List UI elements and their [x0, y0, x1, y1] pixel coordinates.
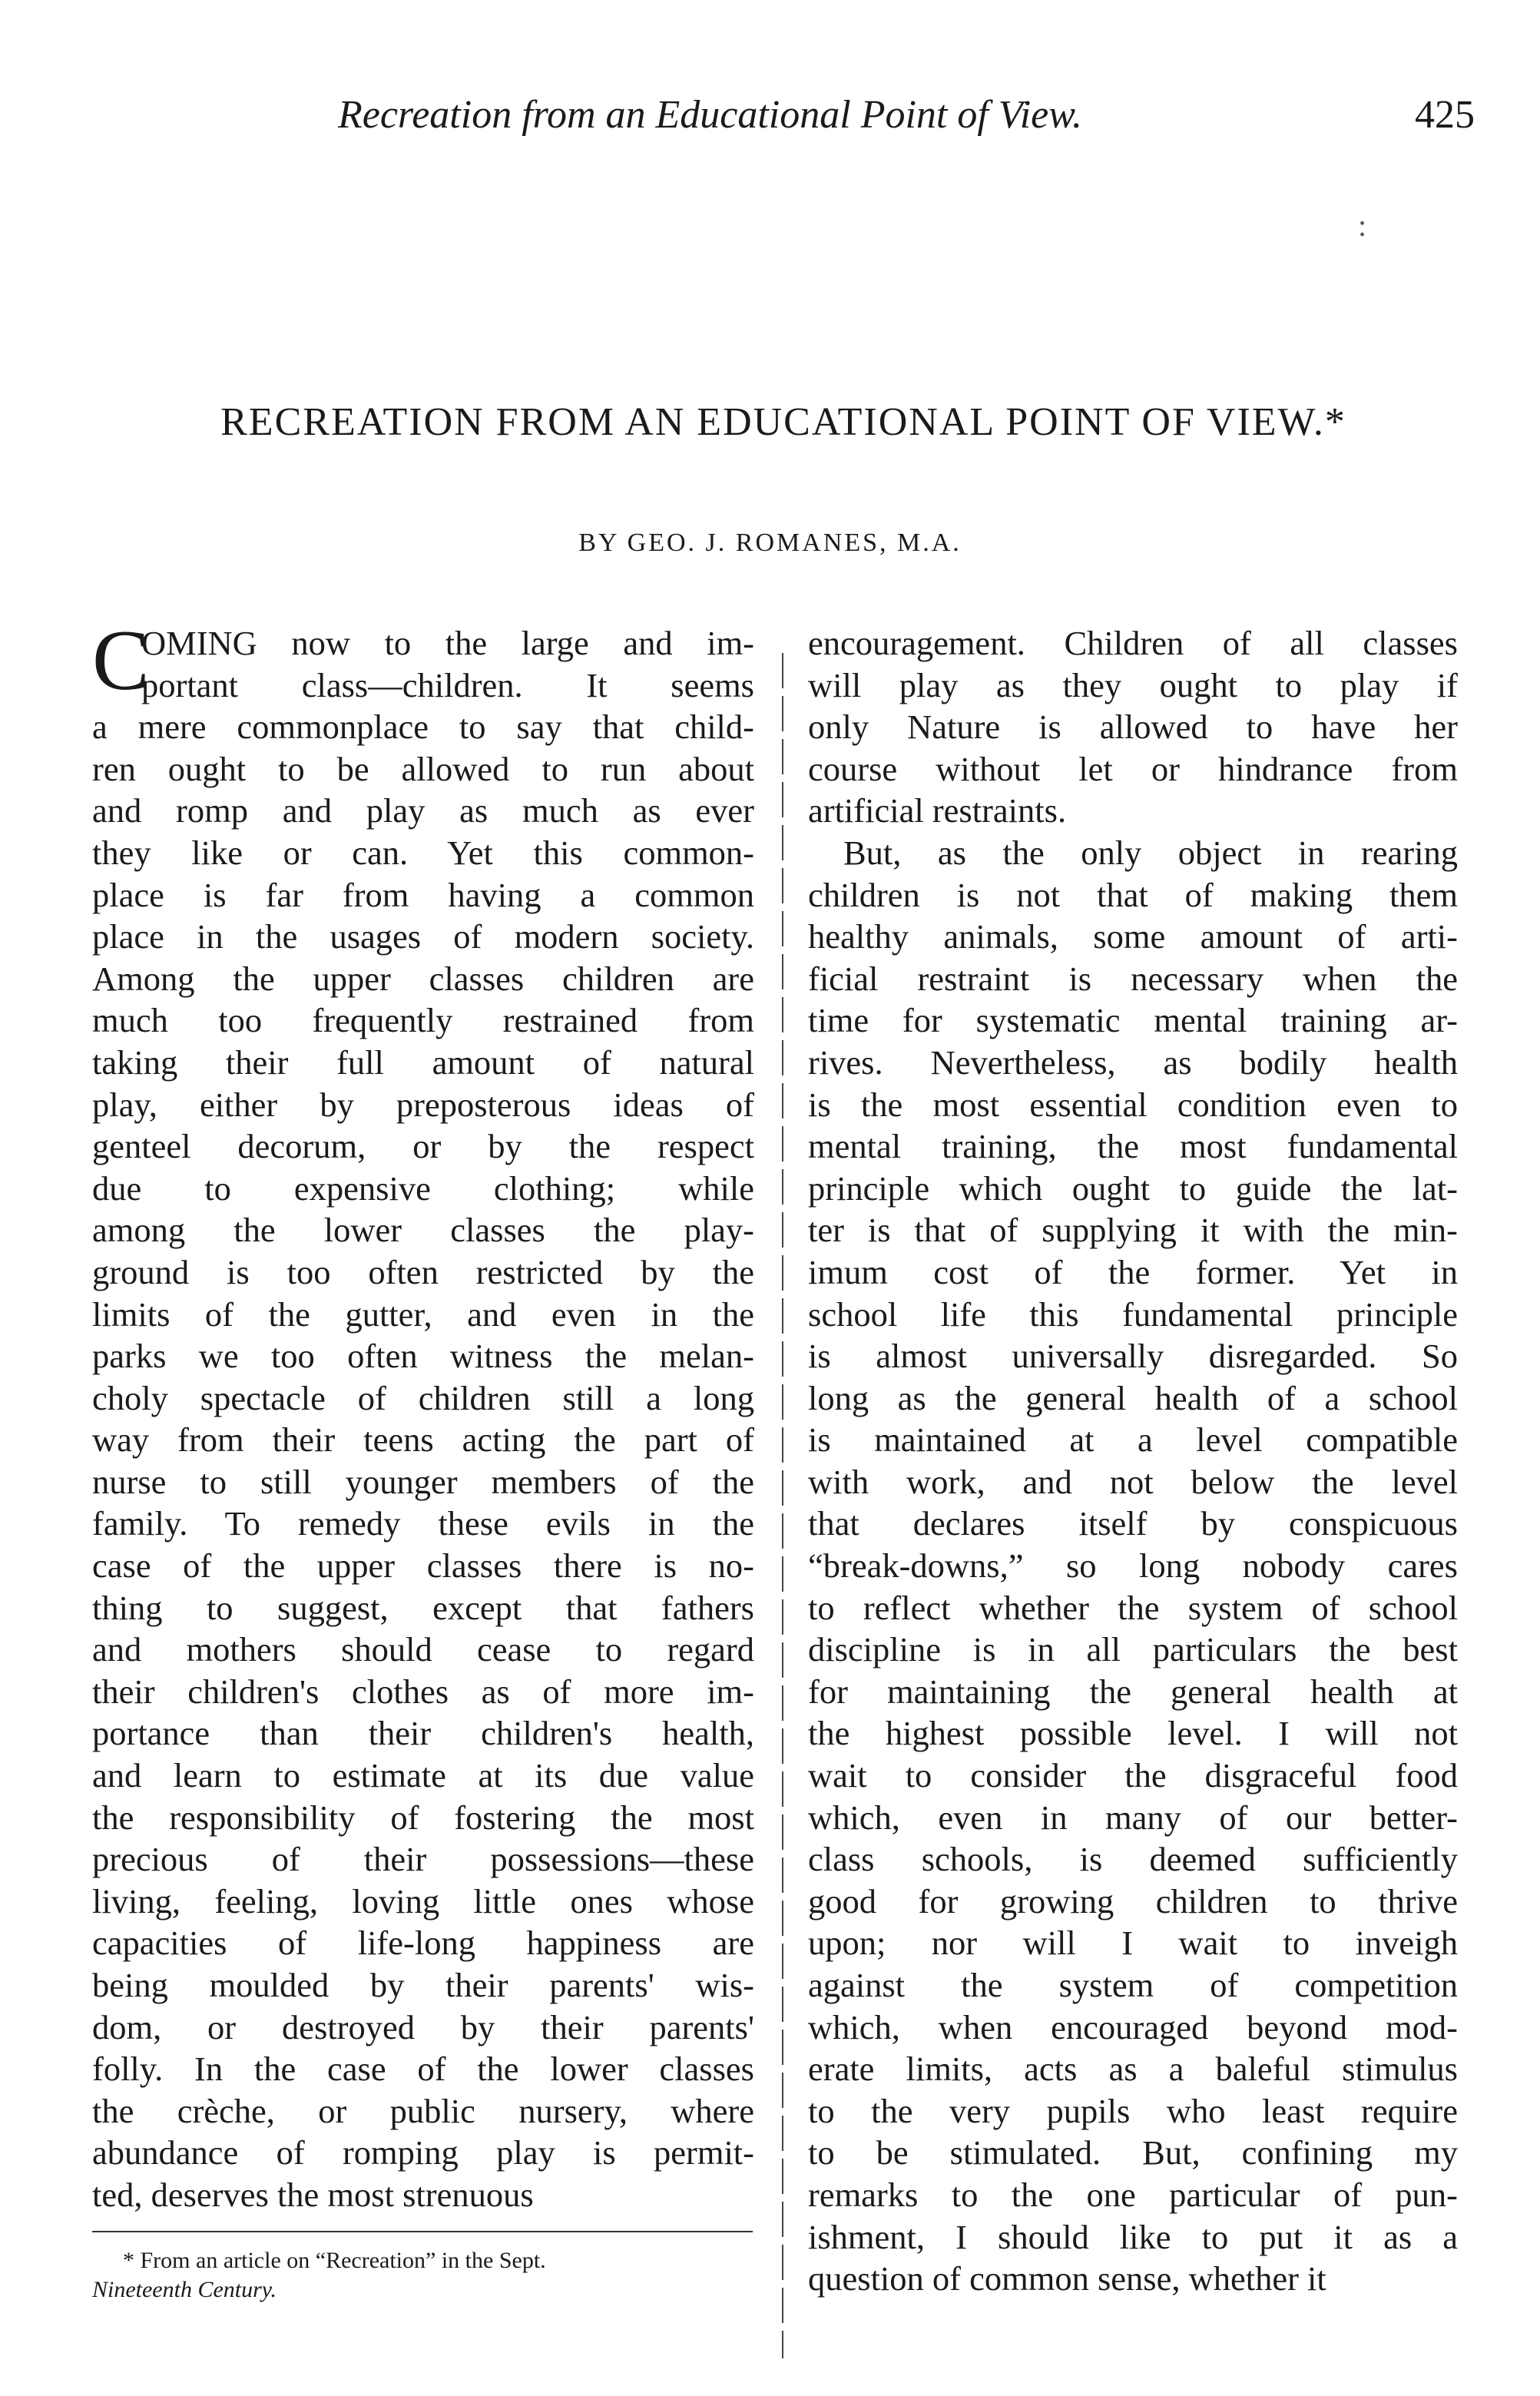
- footnote-line: * From an article on “Recreation” in the Sept.: [123, 2248, 546, 2273]
- text-line: healthy animals, some amount of arti-: [808, 917, 1458, 956]
- text-line: against the system of competition: [808, 1966, 1458, 2004]
- text-line: place is far from having a common: [92, 875, 754, 914]
- text-line: abundance of romping play is permit-: [92, 2133, 754, 2172]
- text-line: the highest possible level. I will not: [808, 1714, 1458, 1753]
- footnote: [92, 2246, 753, 2305]
- text-line: capacities of life-long happiness are: [92, 1924, 754, 1963]
- text-line: good for growing children to thrive: [808, 1881, 1458, 1920]
- text-line: discipline is in all particulars the best: [808, 1630, 1458, 1669]
- text-line: ground is too often restricted by the: [92, 1252, 754, 1291]
- text-line: to reflect whether the system of school: [808, 1588, 1458, 1627]
- text-line: with work, and not below the level: [808, 1462, 1458, 1501]
- text-line: long as the general health of a school: [808, 1378, 1458, 1417]
- text-line: much too frequently restrained from: [92, 1001, 754, 1040]
- text-line: to be stimulated. But, confining my: [808, 2133, 1458, 2172]
- article-title: RECREATION FROM AN EDUCATIONAL POINT OF VIEW.*: [220, 400, 1346, 444]
- text-line: question of common sense, whether it: [808, 2259, 1326, 2298]
- text-line: a mere commonplace to say that child-: [92, 708, 754, 747]
- text-line: course without let or hindrance from: [808, 749, 1458, 788]
- text-line: precious of their possessions—these: [92, 1840, 754, 1879]
- text-line: and mothers should cease to regard: [92, 1630, 754, 1669]
- text-line: family. To remedy these evils in the: [92, 1504, 754, 1543]
- text-line: upon; nor will I wait to inveigh: [808, 1924, 1458, 1963]
- text-line: remarks to the one particular of pun-: [808, 2175, 1458, 2214]
- text-line: which, when encouraged beyond mod-: [808, 2007, 1458, 2046]
- text-line: way from their teens acting the part of: [92, 1420, 754, 1460]
- text-line: they like or can. Yet this common-: [92, 833, 754, 872]
- text-line: portance than their children's health,: [92, 1714, 754, 1753]
- text-line: and romp and play as much as ever: [92, 791, 754, 830]
- text-line: mental training, the most fundamental: [808, 1127, 1458, 1166]
- text-line: school life this fundamental principle: [808, 1294, 1458, 1334]
- text-line: among the lower classes the play-: [92, 1211, 754, 1250]
- running-head: [338, 92, 1475, 161]
- text-line: genteel decorum, or by the respect: [92, 1127, 754, 1166]
- text-line: ted, deserves the most strenuous: [92, 2175, 534, 2214]
- text-line: folly. In the case of the lower classes: [92, 2050, 754, 2089]
- text-line: But, as the only object in rearing: [843, 833, 1458, 872]
- text-line: and learn to estimate at its due value: [92, 1756, 754, 1795]
- text-line: rives. Nevertheless, as bodily health: [808, 1042, 1458, 1082]
- footnote-source: Nineteenth Century.: [92, 2277, 277, 2302]
- text-line: case of the upper classes there is no-: [92, 1546, 754, 1586]
- text-line: will play as they ought to play if: [808, 665, 1458, 704]
- text-line: erate limits, acts as a baleful stimulus: [808, 2050, 1458, 2089]
- text-line: encouragement. Children of all classes: [808, 624, 1458, 662]
- text-line: portant class—children. It seems: [141, 665, 754, 704]
- text-line: due to expensive clothing; while: [92, 1168, 754, 1208]
- text-line: play, either by preposterous ideas of: [92, 1085, 754, 1124]
- text-line: is maintained at a level compatible: [808, 1420, 1458, 1460]
- stray-mark: :: [1358, 208, 1367, 243]
- text-line: ter is that of supplying it with the min-: [808, 1211, 1458, 1250]
- page-number: 425: [1415, 93, 1475, 137]
- text-line: parks we too often witness the melan-: [92, 1337, 754, 1376]
- text-line: dom, or destroyed by their parents': [92, 2007, 754, 2046]
- text-line: limits of the gutter, and even in the: [92, 1294, 754, 1334]
- column-divider: [782, 653, 783, 2358]
- text-line: “break-downs,” so long nobody cares: [808, 1546, 1458, 1586]
- text-line: children is not that of making them: [808, 875, 1458, 914]
- drop-cap: C: [92, 613, 150, 708]
- text-line: that declares itself by conspicuous: [808, 1504, 1458, 1543]
- left-column: [92, 613, 754, 2216]
- text-line: ficial restraint is necessary when the: [808, 959, 1458, 998]
- text-line: for maintaining the general health at: [808, 1672, 1458, 1711]
- text-line: to the very pupils who least require: [808, 2091, 1458, 2130]
- text-line: time for systematic mental training ar-: [808, 1001, 1458, 1040]
- text-line: nurse to still younger members of the: [92, 1462, 754, 1501]
- text-line: is the most essential condition even to: [808, 1085, 1458, 1124]
- text-line: living, feeling, loving little ones whose: [92, 1881, 754, 1920]
- text-line: the responsibility of fostering the most: [92, 1798, 754, 1837]
- text-line: thing to suggest, except that fathers: [92, 1588, 754, 1627]
- text-line: imum cost of the former. Yet in: [808, 1252, 1458, 1291]
- text-line: the crèche, or public nursery, where: [92, 2091, 754, 2130]
- text-line: choly spectacle of children still a long: [92, 1378, 754, 1417]
- text-line: Among the upper classes children are: [92, 959, 754, 998]
- text-line: is almost universally disregarded. So: [808, 1337, 1458, 1376]
- text-line: principle which ought to guide the lat-: [808, 1168, 1458, 1208]
- text-line: place in the usages of modern society.: [92, 917, 754, 956]
- running-title: Recreation from an Educational Point of View.: [338, 93, 1083, 137]
- text-line: which, even in many of our better-: [808, 1798, 1458, 1837]
- text-line: artificial restraints.: [808, 791, 1067, 830]
- right-column: [808, 622, 1458, 2300]
- byline: BY GEO. J. ROMANES, M.A.: [578, 529, 962, 557]
- text-line: taking their full amount of natural: [92, 1042, 754, 1082]
- text-line-content: OMING now to the large and im-: [141, 624, 754, 662]
- text-line: their children's clothes as of more im-: [92, 1672, 754, 1711]
- text-line: wait to consider the disgraceful food: [808, 1756, 1458, 1795]
- text-line: ren ought to be allowed to run about: [92, 749, 754, 788]
- text-line: ishment, I should like to put it as a: [808, 2217, 1458, 2256]
- text-line: class schools, is deemed sufficiently: [808, 1840, 1458, 1879]
- text-line: only Nature is allowed to have her: [808, 708, 1458, 747]
- text-line: being moulded by their parents' wis-: [92, 1966, 754, 2004]
- footnote-rule: [92, 2231, 753, 2232]
